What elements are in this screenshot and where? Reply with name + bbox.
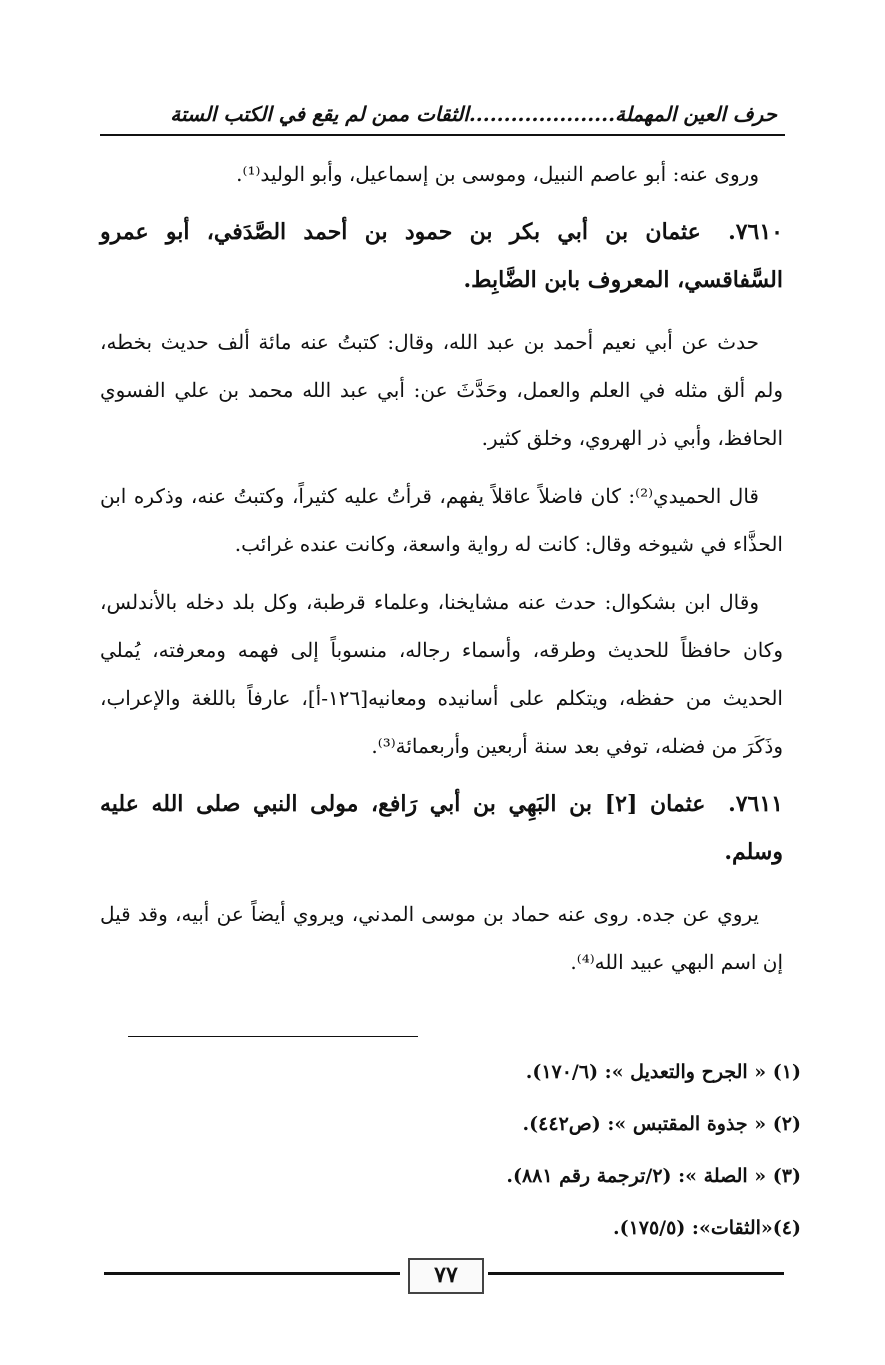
footnote: (٢) « جذوة المقتبس »: (ص٤٤٢).	[522, 1113, 801, 1135]
footnote: (١) « الجرح والتعديل »: (١٧٠/٦).	[525, 1061, 801, 1083]
footnote-divider	[128, 1036, 418, 1037]
entry-name: عثمان بن أبي بكر بن حمود بن أحمد الصَّدَفي، أبو عمرو السَّفاقسي، المعروف بابن الضَّابِط.	[100, 219, 783, 293]
footnote: (٤)«الثقات»: (١٧٥/٥).	[612, 1217, 801, 1239]
entry-name: عثمان [٢] بن البَهِي بن أبي رَافع، مولى النبي صلى الله عليه وسلم.	[100, 791, 783, 865]
entry-number: ٧٦١١.	[728, 791, 783, 817]
main-text	[100, 150, 783, 996]
paragraph: وقال ابن بشكوال: حدث عنه مشايخنا، وعلماء قرطبة، وكل بلد دخله بالأندلس، وكان حافظاً للحديث وطرقه، وأسماء رجاله، منسوباً إلى فهمه ومعرفته، يُملي الحديث من حفظه، ويتكلم على أسانيده ومعانيه[١٢٦-أ]، عارفاً باللغة والإعراب، وذَكَرَ من فضله، توفي بعد سنة أربعين وأربعمائة⁽³⁾.	[100, 590, 783, 758]
footnote: (٣) « الصلة »: (٢/ترجمة رقم ٨٨١).	[506, 1165, 801, 1187]
footer-rule-left	[104, 1272, 400, 1275]
page-number: ٧٧	[408, 1258, 484, 1294]
paragraph: حدث عن أبي نعيم أحمد بن عبد الله، وقال: كتبتُ عنه مائة ألف حديث بخطه، ولم ألق مثله في العلم والعمل، وحَدَّثَ عن: أبي عبد الله محمد بن علي الفسوي الحافظ، وأبي ذر الهروي، وخلق كثير.	[100, 330, 783, 450]
entry-heading-7610	[100, 208, 783, 304]
paragraph: يروي عن جده. روى عنه حماد بن موسى المدني، ويروي أيضاً عن أبيه، وقد قيل إن اسم البهي عبيد الله⁽⁴⁾.	[100, 902, 783, 974]
header-divider	[100, 134, 785, 136]
entry-number: ٧٦١٠.	[728, 219, 783, 245]
running-header: حرف العين المهملة.....................الثقات ممن لم يقع في الكتب الستة	[170, 102, 777, 126]
entry-heading-7611	[100, 780, 783, 876]
intro-paragraph: وروى عنه: أبو عاصم النبيل، وموسى بن إسماعيل، وأبو الوليد⁽¹⁾.	[236, 162, 759, 186]
footnotes	[300, 1046, 801, 1254]
footer-rule-right	[488, 1272, 784, 1275]
page-footer	[104, 1258, 784, 1298]
paragraph: قال الحميدي⁽²⁾: كان فاضلاً عاقلاً يفهم، قرأتُ عليه كثيراً، وكتبتُ عنه، وذكره ابن الحذَّاء في شيوخه وقال: كانت له رواية واسعة، وكانت عنده غرائب.	[100, 484, 783, 556]
